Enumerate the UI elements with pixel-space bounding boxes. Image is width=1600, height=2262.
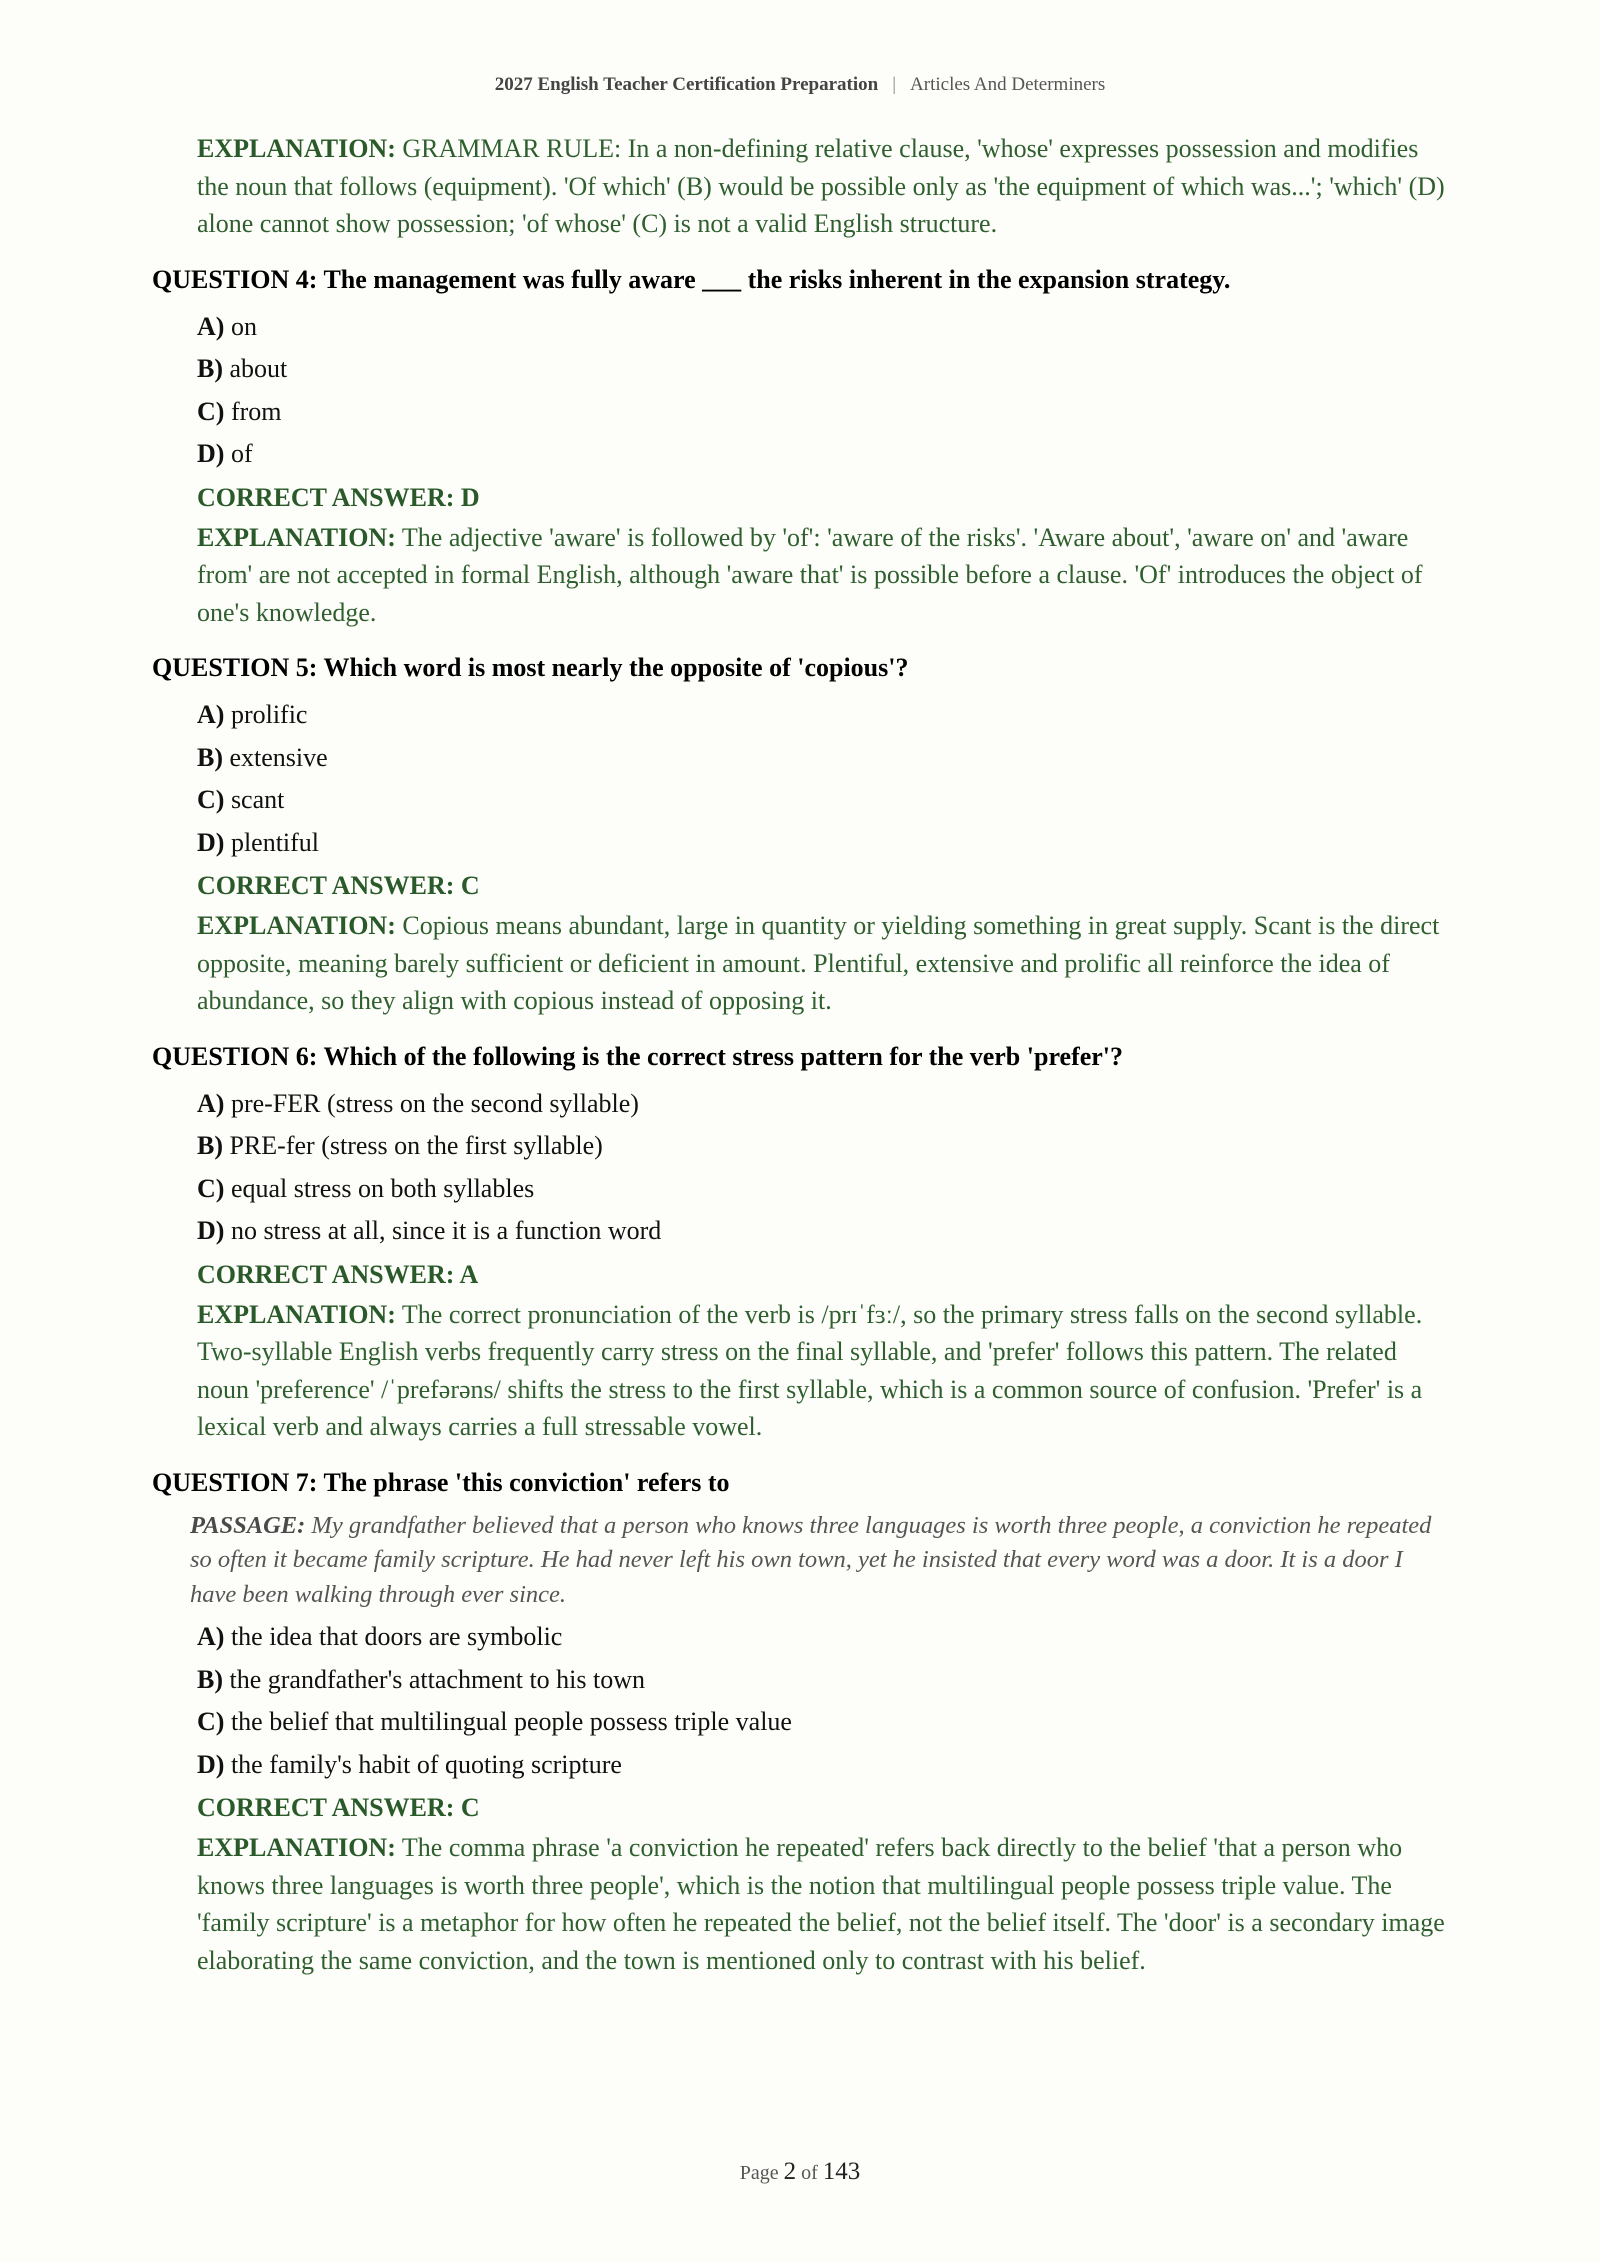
option-text: on bbox=[230, 311, 257, 341]
correct-answer-label: CORRECT ANSWER: bbox=[197, 482, 455, 512]
option-c bbox=[197, 779, 1452, 822]
option-text: pre-FER (stress on the second syllable) bbox=[230, 1088, 639, 1118]
option-letter: A) bbox=[197, 1088, 225, 1118]
question-block-5 bbox=[152, 649, 1452, 1020]
option-text: extensive bbox=[229, 742, 328, 772]
page-footer bbox=[0, 2158, 1600, 2186]
option-text: the grandfather's attachment to his town bbox=[229, 1664, 646, 1694]
explanation-label: EXPLANATION: bbox=[197, 1299, 396, 1329]
option-letter: C) bbox=[197, 1173, 225, 1203]
option-text: prolific bbox=[230, 700, 308, 729]
option-d bbox=[197, 1744, 1452, 1787]
of-word: of bbox=[801, 2162, 818, 2184]
explanation-q3 bbox=[197, 130, 1452, 243]
option-c bbox=[197, 1701, 1452, 1744]
option-letter: A) bbox=[197, 311, 225, 341]
option-d bbox=[197, 1210, 1452, 1253]
option-letter: B) bbox=[197, 1131, 223, 1160]
correct-answer-label: CORRECT ANSWER: bbox=[197, 1793, 455, 1822]
correct-answer bbox=[197, 1786, 1452, 1829]
option-text: from bbox=[230, 396, 282, 426]
option-b bbox=[197, 737, 1452, 780]
explanation-text: The adjective 'aware' is followed by 'of': 'aware of the risks'. 'Aware about', 'aware on' and 'aware from' are not accepted in formal English, although 'aware that' is possible before a clause. 'Of' introduces the object of one's knowledge. bbox=[197, 522, 1423, 627]
correct-answer-letter: A bbox=[459, 1259, 479, 1289]
correct-answer-letter: C bbox=[460, 1793, 480, 1822]
option-letter: A) bbox=[197, 700, 225, 729]
explanation bbox=[197, 1296, 1452, 1446]
option-d bbox=[197, 822, 1452, 865]
header-separator: | bbox=[892, 74, 897, 95]
option-letter: D) bbox=[197, 1749, 225, 1779]
option-text: plentiful bbox=[230, 827, 320, 857]
document-title: 2027 English Teacher Certification Preparation bbox=[494, 74, 879, 95]
explanation-text: The comma phrase 'a conviction he repeated' refers back directly to the belief 'that a person who knows three languages is worth three people', which is the notion that multilingual people possess triple value. The 'family scripture' is a metaphor for how often he repeated the belief, not the belief itself. The 'door' is a secondary image elaborating the same conviction, and the town is mentioned only to contrast with his belief. bbox=[197, 1833, 1445, 1975]
explanation bbox=[197, 907, 1452, 1020]
passage-label: PASSAGE: bbox=[190, 1511, 306, 1539]
option-a bbox=[197, 1083, 1452, 1126]
question-block-6 bbox=[152, 1038, 1452, 1446]
option-b bbox=[197, 1125, 1452, 1168]
option-text: the family's habit of quoting scripture bbox=[230, 1749, 622, 1779]
option-letter: D) bbox=[197, 1216, 225, 1245]
option-text: of bbox=[230, 439, 253, 468]
page-number: 2 bbox=[783, 2158, 797, 2185]
option-letter: B) bbox=[197, 742, 223, 772]
option-letter: C) bbox=[197, 1707, 225, 1736]
correct-answer-letter: D bbox=[460, 482, 480, 512]
correct-answer bbox=[197, 1253, 1452, 1296]
option-a bbox=[197, 694, 1452, 737]
explanation-label: EXPLANATION: bbox=[197, 1833, 396, 1862]
correct-answer-letter: C bbox=[460, 871, 480, 900]
option-text: equal stress on both syllables bbox=[230, 1173, 535, 1203]
option-text: scant bbox=[230, 785, 285, 814]
explanation-text: GRAMMAR RULE: In a non-defining relative clause, 'whose' expresses possession and modifies the noun that follows (equipment). 'Of which' (B) would be possible only as 'the equipment of which was...'; 'which' (D) alone cannot show possession; 'of whose' (C) is not a valid English structure. bbox=[197, 134, 1445, 238]
page-total: 143 bbox=[822, 2158, 861, 2185]
option-letter: D) bbox=[197, 827, 225, 857]
option-letter: B) bbox=[197, 1664, 223, 1694]
question-heading: QUESTION 5: Which word is most nearly the opposite of 'copious'? bbox=[152, 653, 909, 682]
section-name: Articles And Determiners bbox=[910, 74, 1106, 95]
page-content bbox=[152, 130, 1452, 1997]
question-heading: QUESTION 6: Which of the following is the correct stress pattern for the verb 'prefer'? bbox=[152, 1041, 1124, 1071]
question-block-4 bbox=[152, 261, 1452, 632]
page-word: Page bbox=[739, 2162, 779, 2184]
question-heading: QUESTION 4: The management was fully aware ___ the risks inherent in the expansion strategy. bbox=[152, 264, 1231, 294]
option-b bbox=[197, 1659, 1452, 1702]
option-text: the belief that multilingual people possess triple value bbox=[230, 1707, 792, 1736]
option-a bbox=[197, 306, 1452, 349]
option-c bbox=[197, 1168, 1452, 1211]
explanation-label: EXPLANATION: bbox=[197, 911, 396, 940]
explanation-text: Copious means abundant, large in quantity or yielding something in great supply. Scant is the direct opposite, meaning barely sufficient or deficient in amount. Plentiful, extensive and prolific all reinforce the idea of abundance, so they align with copious instead of opposing it. bbox=[197, 911, 1440, 1015]
explanation bbox=[197, 1829, 1452, 1979]
option-b bbox=[197, 348, 1452, 391]
option-letter: D) bbox=[197, 439, 225, 468]
option-text: no stress at all, since it is a function word bbox=[230, 1216, 662, 1245]
explanation-label: EXPLANATION: bbox=[197, 522, 396, 552]
option-letter: B) bbox=[197, 354, 223, 383]
option-text: PRE-fer (stress on the first syllable) bbox=[229, 1131, 603, 1160]
question-heading: QUESTION 7: The phrase 'this conviction' refers to bbox=[152, 1467, 730, 1497]
explanation-text: The correct pronunciation of the verb is /prɪˈfɜː/, so the primary stress falls on the second syllable. Two-syllable English verbs frequently carry stress on the final syllable, and 'prefer' follows this pattern. The related noun 'preference' /ˈprefərəns/ shifts the stress to the first syllable, which is a common source of confusion. 'Prefer' is a lexical verb and always carries a full stressable vowel. bbox=[197, 1299, 1423, 1441]
option-c bbox=[197, 391, 1452, 434]
page-header bbox=[0, 74, 1600, 96]
correct-answer-label: CORRECT ANSWER: bbox=[197, 871, 455, 900]
explanation bbox=[197, 519, 1452, 632]
correct-answer bbox=[197, 476, 1452, 519]
reading-passage bbox=[190, 1509, 1452, 1613]
option-letter: C) bbox=[197, 785, 225, 814]
option-a bbox=[197, 1616, 1452, 1659]
question-block-7 bbox=[152, 1464, 1452, 1980]
option-text: about bbox=[229, 354, 288, 383]
correct-answer bbox=[197, 864, 1452, 907]
passage-text: My grandfather believed that a person who knows three languages is worth three people, a conviction he repeated so often it became family scripture. He had never left his own town, yet he insisted that every word was a door. It is a door I have been walking through ever since. bbox=[190, 1511, 1432, 1608]
option-letter: A) bbox=[197, 1622, 225, 1651]
correct-answer-label: CORRECT ANSWER: bbox=[197, 1259, 455, 1289]
option-letter: C) bbox=[197, 396, 225, 426]
option-text: the idea that doors are symbolic bbox=[230, 1622, 563, 1651]
explanation-label: EXPLANATION: bbox=[197, 134, 396, 163]
option-d bbox=[197, 433, 1452, 476]
